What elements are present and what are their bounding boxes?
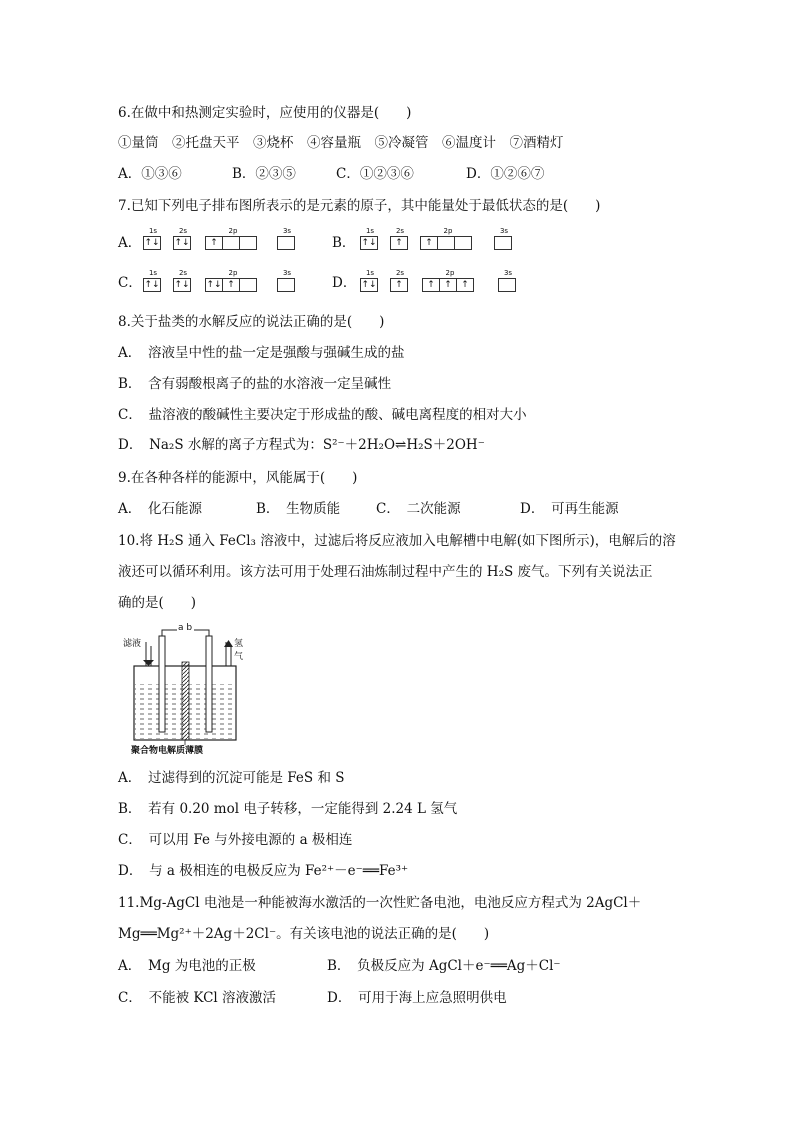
q8-option-c[interactable]: C． 盐溶液的酸碱性主要决定于形成盐的酸、碱电离程度的相对大小: [118, 407, 527, 423]
orbital-box: ↑↓: [361, 280, 377, 290]
q10-stem-line-2: 液还可以循环利用。该方法可用于处理石油炼制过程中产生的 H₂S 废气。下列有关说法正: [118, 564, 653, 580]
orbital-box: ↑↓: [174, 238, 190, 248]
orbital-box: ↑: [390, 278, 408, 292]
label-2s: 2s: [395, 269, 405, 277]
orbital-box: [239, 278, 257, 292]
label-3s: 3s: [503, 269, 513, 277]
diagram-label-ab: a b: [178, 623, 193, 633]
orbital-box: ↑: [422, 278, 440, 292]
label-3s: 3s: [499, 227, 509, 235]
diagram-label-membrane: 聚合物电解质薄膜: [131, 746, 204, 756]
q10-stem-line-1: 10.将 H₂S 通入 FeCl₃ 溶液中，过滤后将反应液加入电解槽中电解(如下图所示)，电解后的溶: [118, 533, 676, 549]
diagram-label-hydrogen: 氢气: [234, 639, 244, 662]
q8-option-d[interactable]: D． Na₂S 水解的离子方程式为：S²⁻＋2H₂O⇌H₂S＋2OH⁻: [118, 437, 485, 453]
orbital-box: [277, 278, 295, 292]
orbital-box: ↑: [439, 278, 457, 292]
q10-stem-line-3: 确的是( ): [118, 595, 197, 611]
q6-option-b[interactable]: B．②③⑤: [232, 166, 296, 182]
q7-option-b-label[interactable]: B．: [332, 235, 356, 251]
q11-stem-line-1: 11.Mg-AgCl 电池是一种能被海水激活的一次性贮备电池，电池反应方程式为 2AgCl＋: [118, 895, 642, 911]
label-2p: 2p: [228, 269, 238, 277]
q9-option-c[interactable]: C． 二次能源: [376, 501, 461, 517]
orbital-box: [277, 236, 295, 250]
q9-stem: 9.在各种各样的能源中，风能属于( ): [118, 470, 358, 486]
orbital-box: ↑: [420, 236, 438, 250]
label-2p: 2p: [445, 269, 455, 277]
q6-option-a[interactable]: A．①③⑥: [118, 166, 182, 182]
label-2s: 2s: [178, 227, 188, 235]
q11-option-a[interactable]: A． Mg 为电池的正极: [118, 958, 256, 974]
q9-option-d[interactable]: D． 可再生能源: [520, 501, 619, 517]
label-1s: 1s: [365, 227, 375, 235]
q9-option-b[interactable]: B． 生物质能: [256, 501, 341, 517]
q6-items: ①量筒 ②托盘天平 ③烧杯 ④容量瓶 ⑤冷凝管 ⑥温度计 ⑦酒精灯: [118, 135, 564, 151]
q7-stem: 7.已知下列电子排布图所表示的是元素的原子，其中能量处于最低状态的是( ): [118, 198, 601, 214]
orbital-box: ↑↓: [174, 280, 190, 290]
q7-option-a-label[interactable]: A．: [118, 235, 142, 251]
q6-option-c[interactable]: C．①②③⑥: [336, 166, 414, 182]
orbital-box: [222, 236, 240, 250]
q8-option-a[interactable]: A． 溶液呈中性的盐一定是强酸与强碱生成的盐: [118, 345, 405, 361]
q11-option-b[interactable]: B． 负极反应为 AgCl＋e⁻══Ag＋Cl⁻: [327, 958, 561, 974]
label-2p: 2p: [228, 227, 238, 235]
electrolysis-cell-diagram: [123, 622, 248, 754]
q11-option-c[interactable]: C． 不能被 KCl 溶液激活: [118, 990, 277, 1006]
orbital-box: [239, 236, 257, 250]
label-3s: 3s: [282, 269, 292, 277]
orbital-box: [437, 236, 455, 250]
q7-option-d-label[interactable]: D．: [332, 275, 357, 291]
label-1s: 1s: [148, 227, 158, 235]
q7-option-c-label[interactable]: C．: [118, 275, 142, 291]
orbital-box: ↑: [205, 236, 223, 250]
orbital-box: [498, 278, 516, 292]
q11-stem-line-2: Mg══Mg²⁺＋2Ag＋2Cl⁻。有关该电池的说法正确的是( ): [118, 926, 490, 942]
q8-stem: 8.关于盐类的水解反应的说法正确的是( ): [118, 314, 385, 330]
label-2s: 2s: [395, 227, 405, 235]
orbital-box: ↑↓: [144, 238, 160, 248]
q10-option-a[interactable]: A． 过滤得到的沉淀可能是 FeS 和 S: [118, 770, 345, 786]
orbital-box: ↑: [456, 278, 474, 292]
label-3s: 3s: [282, 227, 292, 235]
orbital-box: ↑↓: [144, 280, 160, 290]
label-1s: 1s: [148, 269, 158, 277]
diagram-label-filtrate: 滤液: [123, 639, 142, 649]
orbital-box: ↑: [222, 278, 240, 292]
q6-option-d[interactable]: D．①②⑥⑦: [466, 166, 545, 182]
label-2s: 2s: [178, 269, 188, 277]
q9-option-a[interactable]: A． 化石能源: [118, 501, 202, 517]
q11-option-d[interactable]: D． 可用于海上应急照明供电: [327, 990, 507, 1006]
q10-option-b[interactable]: B． 若有 0.20 mol 电子转移，一定能得到 2.24 L 氢气: [118, 801, 458, 817]
label-1s: 1s: [365, 269, 375, 277]
q10-option-d[interactable]: D． 与 a 极相连的电极反应为 Fe²⁺－e⁻══Fe³⁺: [118, 863, 409, 879]
orbital-box: [494, 236, 512, 250]
q8-option-b[interactable]: B． 含有弱酸根离子的盐的水溶液一定呈碱性: [118, 376, 392, 392]
orbital-box: ↑↓: [206, 280, 222, 290]
q10-option-c[interactable]: C． 可以用 Fe 与外接电源的 a 极相连: [118, 832, 353, 848]
orbital-box: ↑↓: [361, 238, 377, 248]
orbital-box: ↑: [390, 236, 408, 250]
label-2p: 2p: [443, 227, 453, 235]
orbital-box: [454, 236, 472, 250]
q6-stem: 6.在做中和热测定实验时，应使用的仪器是( ): [118, 105, 412, 121]
